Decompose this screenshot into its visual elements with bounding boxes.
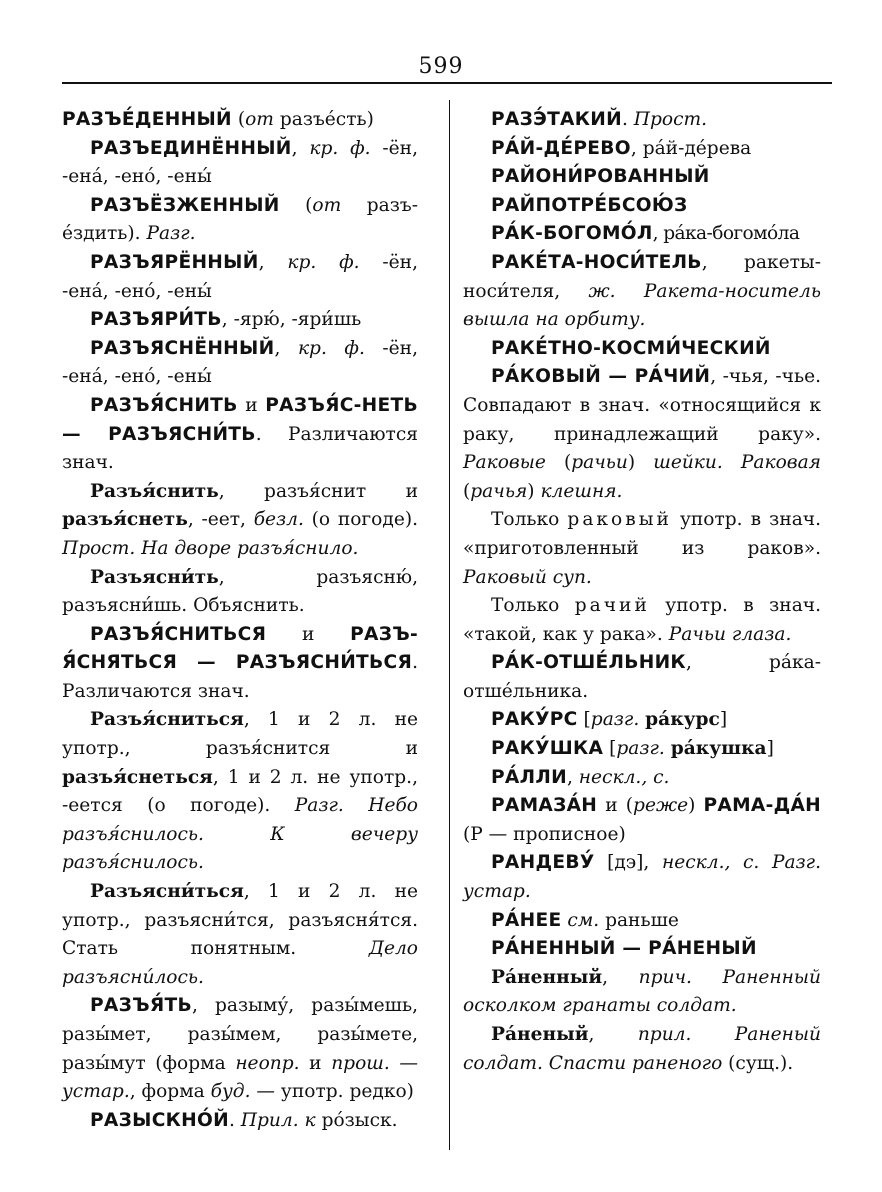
entry-ranennyj-sub: Ра́ненный, прич. Раненный осколком гранаты солдат. [463,966,821,1017]
header-rule [62,82,832,84]
entry-randevu: РАНДЕВУ́ [дэ], нескл., с. Разг. устар. [463,852,821,903]
entry-razjasnennyj: РАЗЪЯСНЁННЫЙ, кр. ф. -ён, -ена́, -ено́, -ены́ [62,337,418,388]
entry-razjasnit-explain: Разъясни́ть, разъясню́, разъясни́шь. Объяснить. [62,566,418,617]
entry-ranee: РА́НЕЕ см. раньше [491,909,679,931]
entry-rajpotrebsojuz: РАЙПОТРЕ́БСОЮ́З [491,194,688,216]
entry-razjasnitsja-sub: Разъя́сниться, 1 и 2 л. не употр., разъя́снится и разъя́снеться, 1 и 2 л. не употр., -еется (о погоде). Разг. Небо разъя́снилось. К вечеру разъя́снилось. [62,709,418,874]
usage-note-rachij: Только рачий употр. в знач. «такой, как у рака». Рачьи глаза. [463,595,821,645]
entry-rakovyj-rachij: РА́КОВЫЙ — РА́ЧИЙ, -чья, -чье. Совпадают в знач. «относящийся к раку, принадлежащий раку». Раковые (рачьи) шейки. Раковая (рачья) клешня. [463,366,822,502]
entry-razjat: РАЗЪЯ́ТЬ, разыму́, разы́мешь, разы́мет, разы́мем, разы́мете, разы́мут (форма неопр. и прош. — устар., форма буд. — употр. редко) [62,995,418,1103]
entry-rakurs: РАКУ́РС [разг. ра́курс] [491,709,728,731]
column-divider [449,100,450,1150]
right-column [463,106,821,1078]
entry-razjasnit-razjasnet: РАЗЪЯ́СНИТЬ и РАЗЪЯ́С-НЕТЬ — РАЗЪЯСНИ́ТЬ. Различаются знач. [62,394,418,474]
entry-razjarit: РАЗЪЯРИ́ТЬ, -ярю́, -яри́шь [90,309,362,331]
usage-note-rakovyj: Только раковый употр. в знач. «приготовленный из раков». Раковый суп. [463,509,821,588]
entry-razjasnitsja-clear: Разъясни́ться, 1 и 2 л. не употр., разъясни́тся, разъясня́тся. Стать понятным. Дело разъясни́лось. [62,881,418,988]
entry-ranenyj-sub: Ра́неный, прил. Раненый солдат. Спасти раненого (сущ.). [463,1024,822,1074]
entry-rak-bogomol: РА́К-БОГОМО́Л, ра́ка-богомо́ла [491,223,800,245]
entry-razjedinennyj: РАЗЪЕДИНЁННЫЙ, кр. ф. -ён, -ена́, -ено́, -ены́ [62,137,418,188]
entry-razjezzhennyj: РАЗЪЁЗЖЕННЫЙ (от разъ-е́здить). Разг. [62,194,418,245]
entry-ranennyj-ranenyj: РА́НЕННЫЙ — РА́НЕНЫЙ [491,938,757,960]
entry-rakushka: РАКУ́ШКА [разг. ра́кушка] [491,738,774,760]
entry-razjarennyj: РАЗЪЯРЁННЫЙ, кр. ф. -ён, -ена́, -ено́, -ены́ [62,251,418,302]
entry-rajonirovannyj: РАЙОНИ́РОВАННЫЙ [491,166,710,188]
entry-raj-derevo: РА́Й-ДЕ́РЕВО, ра́й-де́рева [491,137,752,159]
entry-raketno-kosmicheskij: РАКЕ́ТНО-КОСМИ́ЧЕСКИЙ [491,337,771,359]
page-number: 599 [418,54,464,79]
entry-razjasnit-sub: Разъя́снить, разъя́снит и разъя́снеть, -еет, безл. (о погоде). Прост. На дворе разъя́снило. [62,480,418,559]
entry-razysknoj: РАЗЫСКНО́Й. Прил. к ро́зыск. [90,1109,398,1131]
entry-razetakij: РАЗЭ́ТАКИЙ. Прост. [491,109,708,130]
entry-razjedennyj: РАЗЪЕ́ДЕННЫЙ (от разъе́сть) [62,109,374,130]
entry-ramazan-ramadan: РАМАЗА́Н и (реже) РАМА-ДА́Н (Р — прописное) [463,795,821,845]
left-column [62,106,418,1135]
entry-rak-otshelnik: РА́К-ОТШЕ́ЛЬНИК, ра́ка-отше́льника. [463,652,821,702]
entry-ralli: РА́ЛЛИ, нескл., с. [491,766,670,788]
entry-razjasnitsja-razjasnjatsja: РАЗЪЯ́СНИТЬСЯ и РАЗЪ-Я́СНЯТЬСЯ — РАЗЪЯСНИ́ТЬСЯ. Различаются знач. [62,623,418,702]
entry-raketa-nositel: РАКЕ́ТА-НОСИ́ТЕЛЬ, ракеты-носи́теля, ж. Ракета-носитель вышла на орбиту. [463,251,822,331]
